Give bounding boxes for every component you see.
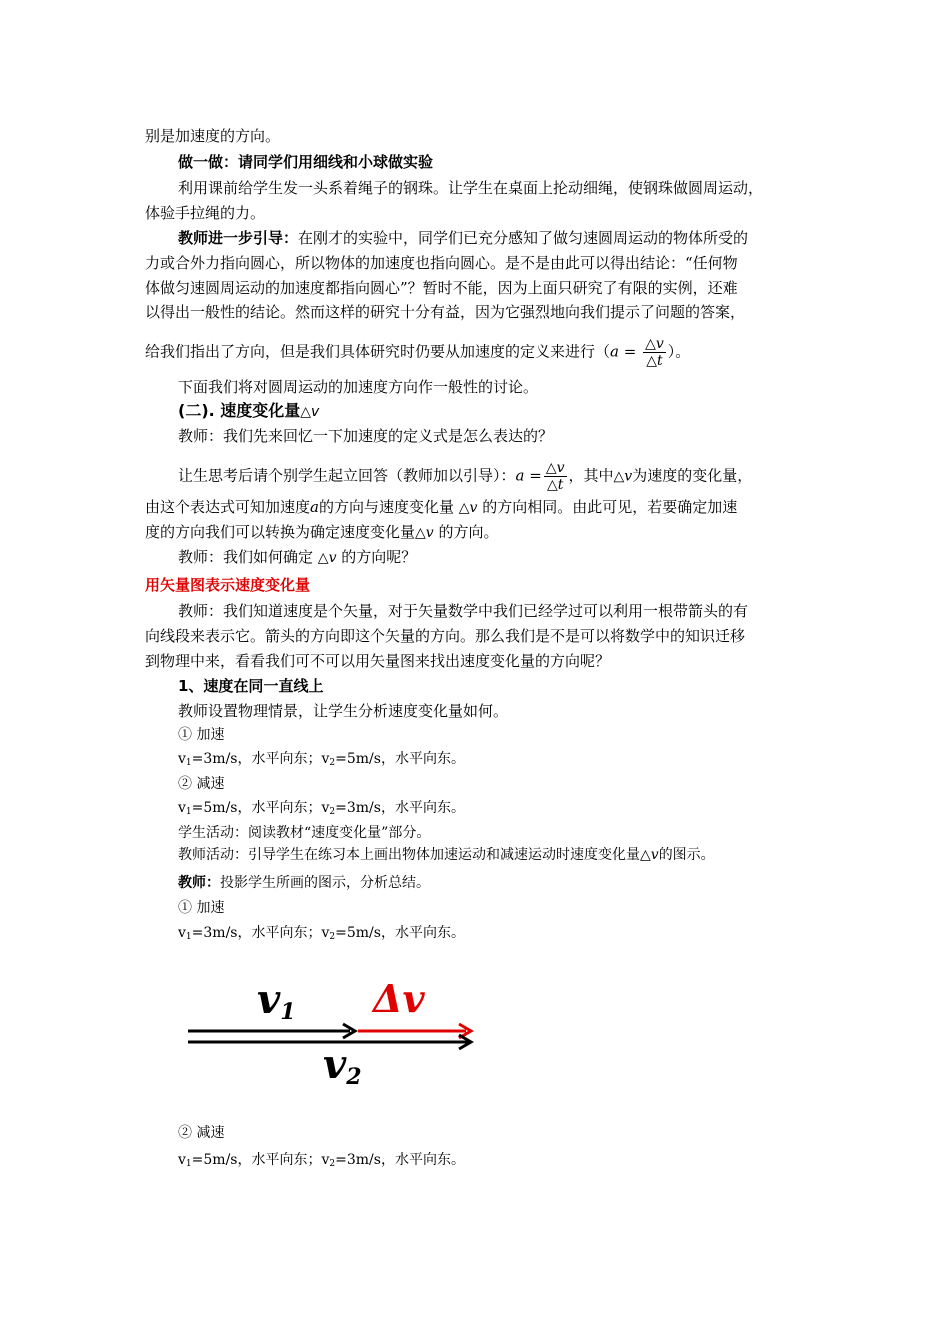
paragraph: 教师设置物理情景，让学生分析速度变化量如何。 [178,702,509,720]
case-values: $v_1=5m/s$，水平向东；$v_2=3m/s$，水平向东。 [178,800,465,817]
paragraph: 体验手拉绳的力。 [145,204,266,222]
section-heading: (二). 速度变化量△v [178,401,320,420]
paragraph: 下面我们将对圆周运动的加速度方向作一般性的讨论。 [178,378,539,396]
paragraph: 到物理中来，看看我们可不可以用矢量图来找出速度变化量的方向呢？ [145,652,611,670]
paragraph: 利用课前给学生发一头系着绳子的钢珠。让学生在桌面上抡动细绳，使钢珠做圆周运动， [178,179,764,197]
section-heading: 1、速度在同一直线上 [178,677,324,695]
paragraph: 以得出一般性的结论。然而这样的研究十分有益，因为它强烈地向我们提示了问题的答案， [145,303,746,321]
case-values: $v_1=3m/s$，水平向东；$v_2=5m/s$，水平向东。 [178,925,465,942]
paragraph: 向线段来表示它。箭头的方向即这个矢量的方向。那么我们是不是可以将数学中的知识迁移 [145,627,746,645]
paragraph: 教师：投影学生所画的图示，分析总结。 [178,875,430,891]
v2-label: v2 [323,1041,362,1090]
acceleration-formula: $\frac{\triangle v}{\triangle t}$ [545,460,565,493]
paragraph: 让生思考后请个别学生起立回答（教师加以引导）：a = $\frac{\triangle v}{\triangle t}$ ，其中△v为速度的变化量， [178,460,753,493]
case-values: $v_1=5m/s$，水平向东；$v_2=3m/s$，水平向东。 [178,1152,465,1169]
paragraph: 教师：我们先来回忆一下加速度的定义式是怎么表达的？ [178,427,554,445]
vector-diagram [180,975,490,1090]
paragraph: 力或合外力指向圆心，所以物体的加速度也指向圆心。是不是由此可以得出结论：“任何物 [145,254,738,272]
paragraph: 教师活动：引导学生在练习本上画出物体加速运动和减速运动时速度变化量△v的图示。 [178,847,715,863]
case-label: ① 加速 [178,727,225,743]
paragraph: 教师：我们知道速度是个矢量，对于矢量数学中我们已经学过可以利用一根带箭头的有 [178,602,749,620]
v1-label: v1 [257,976,296,1025]
paragraph: 体做匀速圆周运动的加速度都指向圆心”？暂时不能，因为上面只研究了有限的实例，还难 [145,279,738,297]
case-label: ① 加速 [178,900,225,916]
case-label: ② 减速 [178,776,225,792]
delta-v-label: Δv [373,976,425,1021]
paragraph: 学生活动：阅读教材“速度变化量”部分。 [178,825,431,841]
paragraph: 别是加速度的方向。 [145,127,281,145]
section-heading: 做一做：请同学们用细线和小球做实验 [178,153,434,171]
case-label: ② 减速 [178,1125,225,1141]
section-heading: 用矢量图表示速度变化量 [145,576,311,594]
paragraph: 由这个表达式可知加速度a的方向与速度变化量 △v 的方向相同。由此可见，若要确定加速 [145,498,738,516]
paragraph: 教师：我们如何确定 △v 的方向呢？ [178,548,417,566]
case-values: $v_1=3m/s$，水平向东；$v_2=5m/s$，水平向东。 [178,751,465,768]
acceleration-formula: $\frac{\triangle v}{\triangle t}$ [645,336,664,369]
paragraph: 给我们指出了方向，但是我们具体研究时仍要从加速度的定义来进行（a = $\frac{\triangle v}{\triangle t}$ ）。 [145,336,691,369]
paragraph: 教师进一步引导：在刚才的实验中，同学们已充分感知了做匀速圆周运动的物体所受的 [178,229,749,247]
paragraph: 度的方向我们可以转换为确定速度变化量△v 的方向。 [145,523,499,541]
